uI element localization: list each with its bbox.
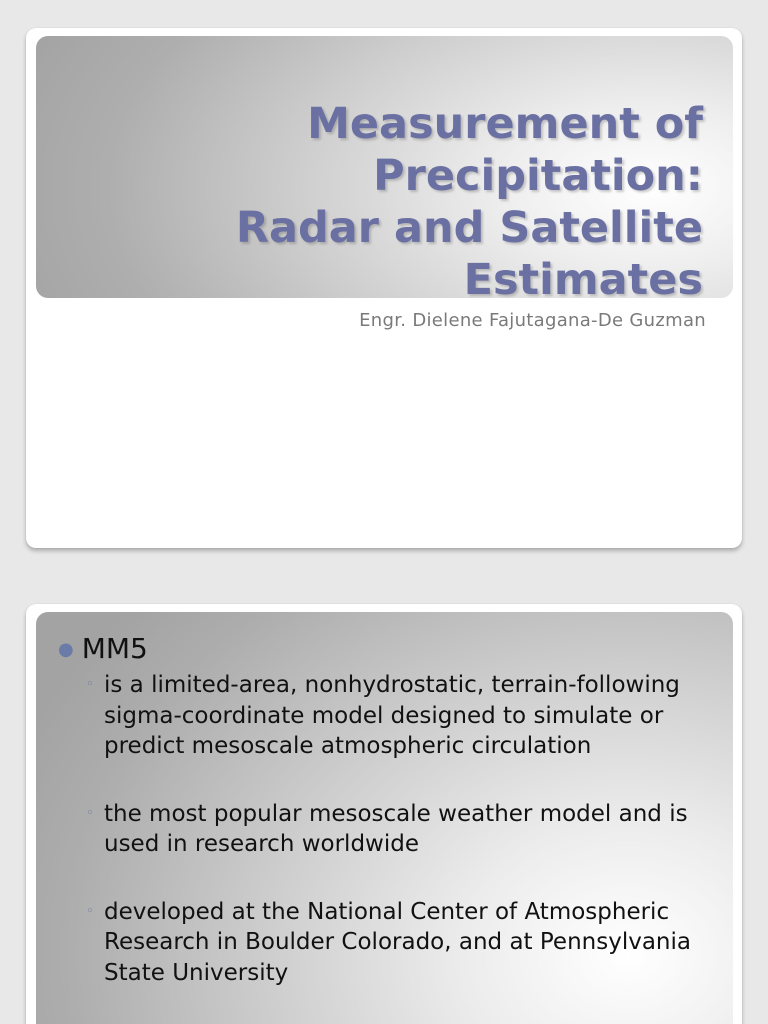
sub-bullet-text: is a limited-area, nonhydrostatic, terrain-following sigma-coordinate model designed to simulate or predict mesoscale atmospheric circulation [104, 672, 680, 759]
slide-title-line-3: Radar and Satellite [235, 203, 703, 253]
slide-subtitle: Engr. Dielene Fajutagana-De Guzman [359, 310, 706, 331]
sub-bullet-item [88, 670, 728, 762]
sub-bullet-text: developed at the National Center of Atmospheric Research in Boulder Colorado, and at Pennsylvania State University [104, 898, 691, 986]
sub-bullet-list [88, 670, 728, 1024]
bullet-dot-icon: ● [58, 639, 74, 660]
slide-title-line-2: Precipitation: [373, 151, 703, 201]
bullet-text: MM5 [81, 632, 148, 665]
content-panel [36, 612, 733, 1024]
title-panel [36, 36, 733, 305]
bullet-item [58, 632, 148, 665]
circle-bullet-icon: ◦ [86, 903, 94, 919]
slide-title [63, 98, 703, 306]
slide-2 [26, 604, 742, 1024]
sub-bullet-item [88, 799, 728, 860]
slide-title-line-1: Measurement of [307, 99, 703, 149]
circle-bullet-icon: ◦ [86, 677, 94, 692]
circle-bullet-icon: ◦ [86, 805, 94, 821]
sub-bullet-item [88, 897, 728, 989]
slide-title-line-4: Estimates [463, 255, 703, 305]
sub-bullet-text: the most popular mesoscale weather model and is used in research worldwide [104, 800, 688, 857]
slide-1 [26, 28, 742, 548]
